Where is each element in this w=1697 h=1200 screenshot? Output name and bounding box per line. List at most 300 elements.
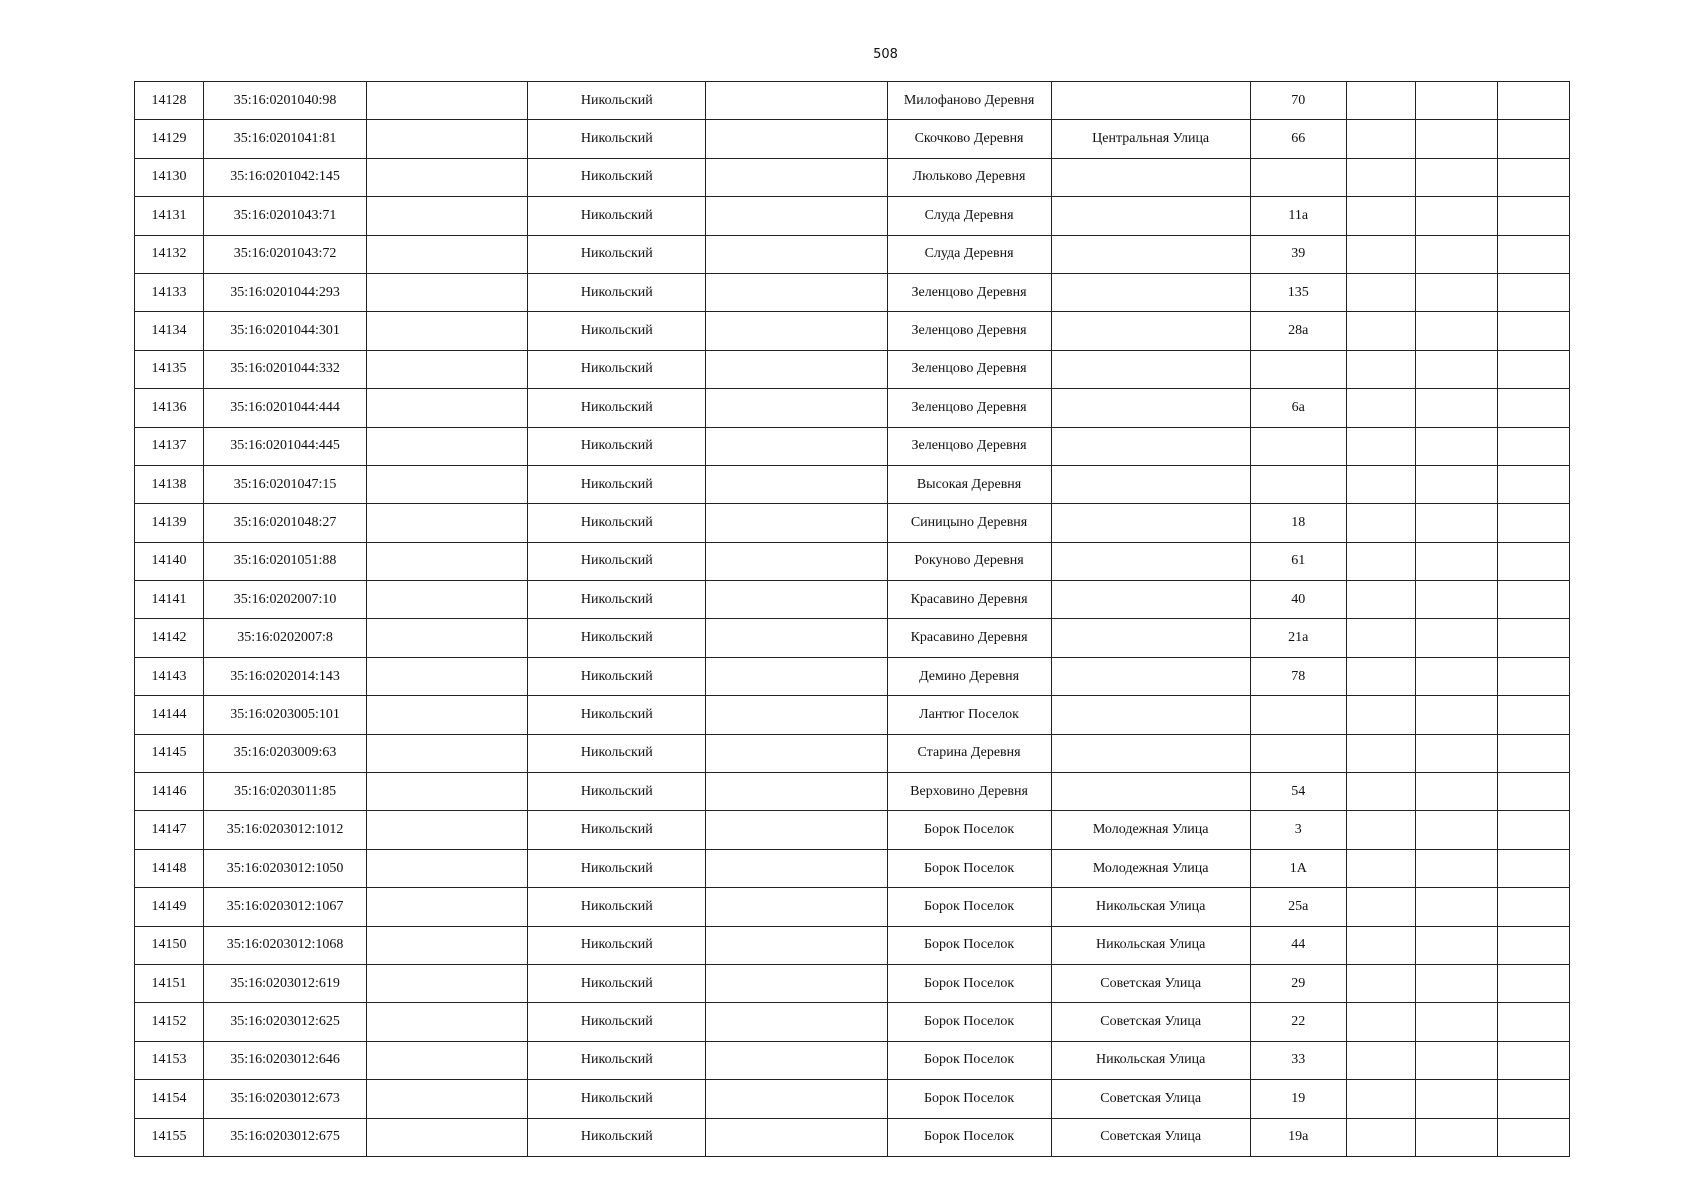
empty-cell <box>1346 312 1415 350</box>
empty-cell <box>1346 389 1415 427</box>
empty-cell <box>1346 581 1415 619</box>
empty-cell <box>1415 504 1497 542</box>
locality-cell: Борок Поселок <box>887 1003 1051 1041</box>
cadastral-number-cell: 35:16:0203012:619 <box>204 964 367 1002</box>
locality-cell: Зеленцово Деревня <box>887 312 1051 350</box>
empty-cell <box>367 657 528 695</box>
empty-cell <box>1497 542 1569 580</box>
locality-cell: Борок Поселок <box>887 926 1051 964</box>
row-number-cell: 14130 <box>135 158 204 196</box>
empty-cell <box>1415 427 1497 465</box>
empty-cell <box>1497 197 1569 235</box>
locality-cell: Зеленцово Деревня <box>887 273 1051 311</box>
empty-cell <box>367 619 528 657</box>
cadastral-number-cell: 35:16:0203012:1068 <box>204 926 367 964</box>
house-number-cell: 29 <box>1250 964 1346 1002</box>
empty-cell <box>367 1041 528 1079</box>
house-number-cell: 78 <box>1250 657 1346 695</box>
empty-cell <box>1346 350 1415 388</box>
empty-cell <box>367 1080 528 1118</box>
empty-cell <box>367 542 528 580</box>
cadastral-number-cell: 35:16:0201044:332 <box>204 350 367 388</box>
cadastral-number-cell: 35:16:0203012:675 <box>204 1118 367 1156</box>
table-row <box>135 504 1570 542</box>
table-row <box>135 964 1570 1002</box>
table-row <box>135 389 1570 427</box>
empty-cell <box>1497 427 1569 465</box>
cadastral-number-cell: 35:16:0201043:72 <box>204 235 367 273</box>
empty-cell <box>706 926 887 964</box>
row-number-cell: 14152 <box>135 1003 204 1041</box>
cadastral-number-cell: 35:16:0202007:8 <box>204 619 367 657</box>
empty-cell <box>367 773 528 811</box>
empty-cell <box>367 926 528 964</box>
district-cell: Никольский <box>528 158 706 196</box>
table-row <box>135 465 1570 503</box>
cadastral-number-cell: 35:16:0201041:81 <box>204 120 367 158</box>
empty-cell <box>367 235 528 273</box>
empty-cell <box>706 696 887 734</box>
empty-cell <box>1415 465 1497 503</box>
empty-cell <box>1346 849 1415 887</box>
empty-cell <box>1346 273 1415 311</box>
house-number-cell: 44 <box>1250 926 1346 964</box>
empty-cell <box>367 427 528 465</box>
district-cell: Никольский <box>528 619 706 657</box>
empty-cell <box>367 120 528 158</box>
empty-cell <box>706 657 887 695</box>
table-row <box>135 811 1570 849</box>
table-row <box>135 427 1570 465</box>
cadastral-number-cell: 35:16:0201044:301 <box>204 312 367 350</box>
row-number-cell: 14146 <box>135 773 204 811</box>
district-cell: Никольский <box>528 811 706 849</box>
empty-cell <box>706 811 887 849</box>
empty-cell <box>1415 158 1497 196</box>
empty-cell <box>1346 696 1415 734</box>
row-number-cell: 14138 <box>135 465 204 503</box>
street-cell <box>1051 82 1250 120</box>
empty-cell <box>706 542 887 580</box>
empty-cell <box>1497 120 1569 158</box>
house-number-cell: 19 <box>1250 1080 1346 1118</box>
empty-cell <box>1346 82 1415 120</box>
house-number-cell: 40 <box>1250 581 1346 619</box>
district-cell: Никольский <box>528 350 706 388</box>
district-cell: Никольский <box>528 312 706 350</box>
empty-cell <box>1346 1080 1415 1118</box>
locality-cell: Борок Поселок <box>887 1118 1051 1156</box>
empty-cell <box>1346 504 1415 542</box>
table-row <box>135 849 1570 887</box>
empty-cell <box>706 619 887 657</box>
empty-cell <box>706 964 887 1002</box>
empty-cell <box>1346 926 1415 964</box>
empty-cell <box>1497 581 1569 619</box>
empty-cell <box>1497 811 1569 849</box>
table-row <box>135 1041 1570 1079</box>
empty-cell <box>706 235 887 273</box>
locality-cell: Старина Деревня <box>887 734 1051 772</box>
house-number-cell: 39 <box>1250 235 1346 273</box>
district-cell: Никольский <box>528 1118 706 1156</box>
table-row <box>135 350 1570 388</box>
locality-cell: Зеленцово Деревня <box>887 389 1051 427</box>
empty-cell <box>706 427 887 465</box>
street-cell: Центральная Улица <box>1051 120 1250 158</box>
empty-cell <box>1415 581 1497 619</box>
empty-cell <box>1497 773 1569 811</box>
house-number-cell: 61 <box>1250 542 1346 580</box>
empty-cell <box>1346 619 1415 657</box>
empty-cell <box>367 197 528 235</box>
empty-cell <box>1415 1080 1497 1118</box>
table-row <box>135 926 1570 964</box>
empty-cell <box>706 504 887 542</box>
house-number-cell: 33 <box>1250 1041 1346 1079</box>
locality-cell: Высокая Деревня <box>887 465 1051 503</box>
empty-cell <box>367 504 528 542</box>
street-cell <box>1051 696 1250 734</box>
row-number-cell: 14148 <box>135 849 204 887</box>
empty-cell <box>1497 158 1569 196</box>
district-cell: Никольский <box>528 389 706 427</box>
empty-cell <box>1497 235 1569 273</box>
registry-table-body <box>135 82 1570 1157</box>
empty-cell <box>1415 773 1497 811</box>
empty-cell <box>1497 696 1569 734</box>
empty-cell <box>1346 158 1415 196</box>
district-cell: Никольский <box>528 1041 706 1079</box>
street-cell <box>1051 158 1250 196</box>
row-number-cell: 14134 <box>135 312 204 350</box>
empty-cell <box>1497 350 1569 388</box>
empty-cell <box>1497 734 1569 772</box>
house-number-cell: 19а <box>1250 1118 1346 1156</box>
row-number-cell: 14137 <box>135 427 204 465</box>
street-cell <box>1051 542 1250 580</box>
empty-cell <box>1415 389 1497 427</box>
house-number-cell: 70 <box>1250 82 1346 120</box>
empty-cell <box>1415 312 1497 350</box>
table-row <box>135 657 1570 695</box>
empty-cell <box>367 734 528 772</box>
house-number-cell: 6а <box>1250 389 1346 427</box>
district-cell: Никольский <box>528 734 706 772</box>
empty-cell <box>1346 773 1415 811</box>
empty-cell <box>1346 1003 1415 1041</box>
row-number-cell: 14140 <box>135 542 204 580</box>
empty-cell <box>706 1080 887 1118</box>
cadastral-number-cell: 35:16:0201047:15 <box>204 465 367 503</box>
cadastral-number-cell: 35:16:0201048:27 <box>204 504 367 542</box>
district-cell: Никольский <box>528 427 706 465</box>
locality-cell: Борок Поселок <box>887 1041 1051 1079</box>
district-cell: Никольский <box>528 82 706 120</box>
locality-cell: Демино Деревня <box>887 657 1051 695</box>
empty-cell <box>1415 657 1497 695</box>
cadastral-number-cell: 35:16:0203005:101 <box>204 696 367 734</box>
empty-cell <box>706 888 887 926</box>
table-row <box>135 888 1570 926</box>
district-cell: Никольский <box>528 696 706 734</box>
house-number-cell <box>1250 734 1346 772</box>
street-cell <box>1051 465 1250 503</box>
street-cell <box>1051 427 1250 465</box>
empty-cell <box>1415 849 1497 887</box>
street-cell: Никольская Улица <box>1051 888 1250 926</box>
cadastral-number-cell: 35:16:0203012:1050 <box>204 849 367 887</box>
table-row <box>135 1118 1570 1156</box>
table-row <box>135 581 1570 619</box>
house-number-cell: 66 <box>1250 120 1346 158</box>
empty-cell <box>706 773 887 811</box>
empty-cell <box>367 964 528 1002</box>
street-cell <box>1051 657 1250 695</box>
house-number-cell: 11а <box>1250 197 1346 235</box>
empty-cell <box>1497 1003 1569 1041</box>
locality-cell: Борок Поселок <box>887 964 1051 1002</box>
row-number-cell: 14133 <box>135 273 204 311</box>
cadastral-number-cell: 35:16:0203011:85 <box>204 773 367 811</box>
empty-cell <box>1346 542 1415 580</box>
cadastral-number-cell: 35:16:0203012:673 <box>204 1080 367 1118</box>
empty-cell <box>1346 657 1415 695</box>
row-number-cell: 14153 <box>135 1041 204 1079</box>
empty-cell <box>1415 888 1497 926</box>
house-number-cell: 18 <box>1250 504 1346 542</box>
empty-cell <box>706 120 887 158</box>
locality-cell: Верховино Деревня <box>887 773 1051 811</box>
empty-cell <box>367 1118 528 1156</box>
locality-cell: Борок Поселок <box>887 849 1051 887</box>
empty-cell <box>1415 619 1497 657</box>
empty-cell <box>1415 1003 1497 1041</box>
empty-cell <box>706 849 887 887</box>
district-cell: Никольский <box>528 849 706 887</box>
empty-cell <box>1497 1041 1569 1079</box>
empty-cell <box>706 465 887 503</box>
cadastral-number-cell: 35:16:0201044:444 <box>204 389 367 427</box>
property-registry-table <box>134 81 1570 1157</box>
empty-cell <box>367 1003 528 1041</box>
table-row <box>135 273 1570 311</box>
house-number-cell <box>1250 427 1346 465</box>
cadastral-number-cell: 35:16:0201040:98 <box>204 82 367 120</box>
district-cell: Никольский <box>528 773 706 811</box>
empty-cell <box>367 581 528 619</box>
house-number-cell: 21а <box>1250 619 1346 657</box>
row-number-cell: 14131 <box>135 197 204 235</box>
house-number-cell <box>1250 158 1346 196</box>
district-cell: Никольский <box>528 1080 706 1118</box>
empty-cell <box>1497 504 1569 542</box>
cadastral-number-cell: 35:16:0203009:63 <box>204 734 367 772</box>
empty-cell <box>1346 197 1415 235</box>
empty-cell <box>706 312 887 350</box>
locality-cell: Красавино Деревня <box>887 581 1051 619</box>
empty-cell <box>1415 811 1497 849</box>
table-row <box>135 696 1570 734</box>
empty-cell <box>1346 465 1415 503</box>
empty-cell <box>1346 964 1415 1002</box>
empty-cell <box>1497 465 1569 503</box>
empty-cell <box>1415 926 1497 964</box>
empty-cell <box>367 273 528 311</box>
street-cell <box>1051 504 1250 542</box>
house-number-cell <box>1250 350 1346 388</box>
empty-cell <box>1415 82 1497 120</box>
locality-cell: Милофаново Деревня <box>887 82 1051 120</box>
cadastral-number-cell: 35:16:0201051:88 <box>204 542 367 580</box>
row-number-cell: 14132 <box>135 235 204 273</box>
house-number-cell: 28а <box>1250 312 1346 350</box>
district-cell: Никольский <box>528 1003 706 1041</box>
table-row <box>135 619 1570 657</box>
row-number-cell: 14149 <box>135 888 204 926</box>
cadastral-number-cell: 35:16:0201043:71 <box>204 197 367 235</box>
empty-cell <box>1497 1080 1569 1118</box>
table-row <box>135 734 1570 772</box>
empty-cell <box>706 734 887 772</box>
house-number-cell: 3 <box>1250 811 1346 849</box>
street-cell <box>1051 273 1250 311</box>
cadastral-number-cell: 35:16:0201044:445 <box>204 427 367 465</box>
street-cell: Молодежная Улица <box>1051 811 1250 849</box>
street-cell: Никольская Улица <box>1051 1041 1250 1079</box>
district-cell: Никольский <box>528 542 706 580</box>
street-cell <box>1051 235 1250 273</box>
table-row <box>135 312 1570 350</box>
empty-cell <box>1497 849 1569 887</box>
table-row <box>135 235 1570 273</box>
row-number-cell: 14136 <box>135 389 204 427</box>
empty-cell <box>1415 964 1497 1002</box>
empty-cell <box>706 197 887 235</box>
empty-cell <box>1497 619 1569 657</box>
empty-cell <box>1497 657 1569 695</box>
cadastral-number-cell: 35:16:0201044:293 <box>204 273 367 311</box>
district-cell: Никольский <box>528 504 706 542</box>
empty-cell <box>706 1118 887 1156</box>
empty-cell <box>1346 120 1415 158</box>
house-number-cell: 22 <box>1250 1003 1346 1041</box>
district-cell: Никольский <box>528 465 706 503</box>
empty-cell <box>367 158 528 196</box>
empty-cell <box>367 389 528 427</box>
empty-cell <box>367 82 528 120</box>
district-cell: Никольский <box>528 964 706 1002</box>
empty-cell <box>1497 888 1569 926</box>
street-cell: Советская Улица <box>1051 1003 1250 1041</box>
row-number-cell: 14145 <box>135 734 204 772</box>
street-cell: Советская Улица <box>1051 964 1250 1002</box>
row-number-cell: 14150 <box>135 926 204 964</box>
empty-cell <box>1415 350 1497 388</box>
street-cell: Советская Улица <box>1051 1080 1250 1118</box>
cadastral-number-cell: 35:16:0203012:625 <box>204 1003 367 1041</box>
empty-cell <box>367 849 528 887</box>
table-row <box>135 1080 1570 1118</box>
row-number-cell: 14135 <box>135 350 204 388</box>
street-cell <box>1051 619 1250 657</box>
cadastral-number-cell: 35:16:0202007:10 <box>204 581 367 619</box>
empty-cell <box>706 1003 887 1041</box>
empty-cell <box>706 389 887 427</box>
empty-cell <box>1415 197 1497 235</box>
locality-cell: Борок Поселок <box>887 1080 1051 1118</box>
row-number-cell: 14139 <box>135 504 204 542</box>
table-row <box>135 542 1570 580</box>
empty-cell <box>1415 1118 1497 1156</box>
table-row <box>135 120 1570 158</box>
row-number-cell: 14128 <box>135 82 204 120</box>
locality-cell: Красавино Деревня <box>887 619 1051 657</box>
empty-cell <box>1497 964 1569 1002</box>
row-number-cell: 14141 <box>135 581 204 619</box>
table-row <box>135 1003 1570 1041</box>
row-number-cell: 14155 <box>135 1118 204 1156</box>
empty-cell <box>1497 1118 1569 1156</box>
row-number-cell: 14147 <box>135 811 204 849</box>
empty-cell <box>367 350 528 388</box>
empty-cell <box>367 465 528 503</box>
district-cell: Никольский <box>528 273 706 311</box>
cadastral-number-cell: 35:16:0203012:1012 <box>204 811 367 849</box>
street-cell: Никольская Улица <box>1051 926 1250 964</box>
locality-cell: Слуда Деревня <box>887 235 1051 273</box>
district-cell: Никольский <box>528 926 706 964</box>
page-number: 508 <box>873 47 898 62</box>
empty-cell <box>706 350 887 388</box>
empty-cell <box>1346 811 1415 849</box>
locality-cell: Синицыно Деревня <box>887 504 1051 542</box>
row-number-cell: 14144 <box>135 696 204 734</box>
empty-cell <box>1346 235 1415 273</box>
row-number-cell: 14143 <box>135 657 204 695</box>
empty-cell <box>1497 389 1569 427</box>
house-number-cell <box>1250 696 1346 734</box>
empty-cell <box>1497 926 1569 964</box>
district-cell: Никольский <box>528 657 706 695</box>
district-cell: Никольский <box>528 581 706 619</box>
street-cell <box>1051 312 1250 350</box>
street-cell <box>1051 581 1250 619</box>
empty-cell <box>1497 82 1569 120</box>
locality-cell: Борок Поселок <box>887 888 1051 926</box>
empty-cell <box>706 1041 887 1079</box>
street-cell <box>1051 350 1250 388</box>
street-cell <box>1051 389 1250 427</box>
empty-cell <box>1415 734 1497 772</box>
table-row <box>135 82 1570 120</box>
row-number-cell: 14154 <box>135 1080 204 1118</box>
empty-cell <box>706 581 887 619</box>
locality-cell: Скочково Деревня <box>887 120 1051 158</box>
locality-cell: Люльково Деревня <box>887 158 1051 196</box>
empty-cell <box>706 273 887 311</box>
empty-cell <box>367 312 528 350</box>
house-number-cell <box>1250 465 1346 503</box>
empty-cell <box>1497 312 1569 350</box>
house-number-cell: 54 <box>1250 773 1346 811</box>
empty-cell <box>367 696 528 734</box>
locality-cell: Борок Поселок <box>887 811 1051 849</box>
empty-cell <box>1346 734 1415 772</box>
row-number-cell: 14129 <box>135 120 204 158</box>
district-cell: Никольский <box>528 197 706 235</box>
empty-cell <box>1415 235 1497 273</box>
